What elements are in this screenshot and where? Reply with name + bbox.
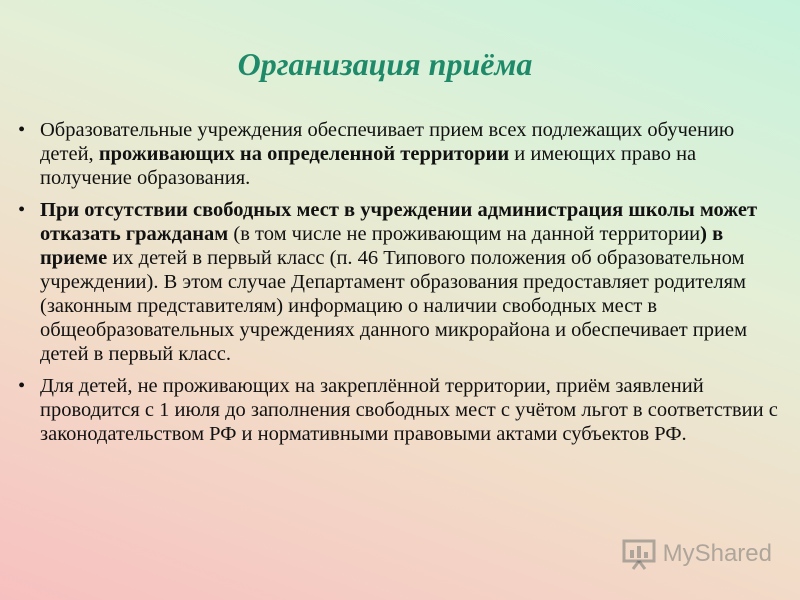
- bullet-text-segment: и имеющих право на получение образования.: [40, 143, 697, 189]
- bullet-text-segment: Образовательные учреждения обеспечивает прием всех подлежащих обучению детей,: [40, 119, 735, 165]
- bullet-text-segment: Для детей, не проживающих на закреплённой территории, приём заявлений проводится с 1 июля до заполнения свободных мест с учётом льгот в соответствии с законодательством РФ и нормативными правовыми актами субъектов РФ.: [40, 375, 778, 445]
- bullet-marker: •: [18, 199, 26, 221]
- watermark-text: MyShared: [662, 540, 772, 567]
- presentation-board-icon: [621, 538, 659, 570]
- bullet-item: [18, 198, 783, 366]
- bullet-item: [18, 374, 783, 446]
- watermark-logo: [621, 538, 772, 570]
- bullet-text-segment: При отсутствии свободных мест в учреждении администрация школы может отказать гражданам: [40, 199, 758, 245]
- bullet-list: [18, 118, 783, 454]
- slide-title: Организация приёма: [237, 46, 533, 82]
- bullet-text-segment: проживающих на определенной территории: [98, 143, 510, 165]
- bullet-marker: •: [18, 119, 26, 141]
- bullet-item: [18, 118, 783, 190]
- bullet-marker: •: [18, 375, 26, 397]
- bullet-text-segment: (в том числе не проживающим на данной территории: [228, 223, 701, 245]
- bullet-text-segment: их детей в первый класс (п. 46 Типового положения об образовательном учреждении). В этом случае Департамент образования предоставляет родителям (законным представителям) информацию о наличии свободных мест в общеобразовательных учреждениях данного микрорайона и обеспечивает прием детей в первый класс.: [40, 247, 748, 365]
- bullet-text-segment: ) в приеме: [40, 223, 724, 269]
